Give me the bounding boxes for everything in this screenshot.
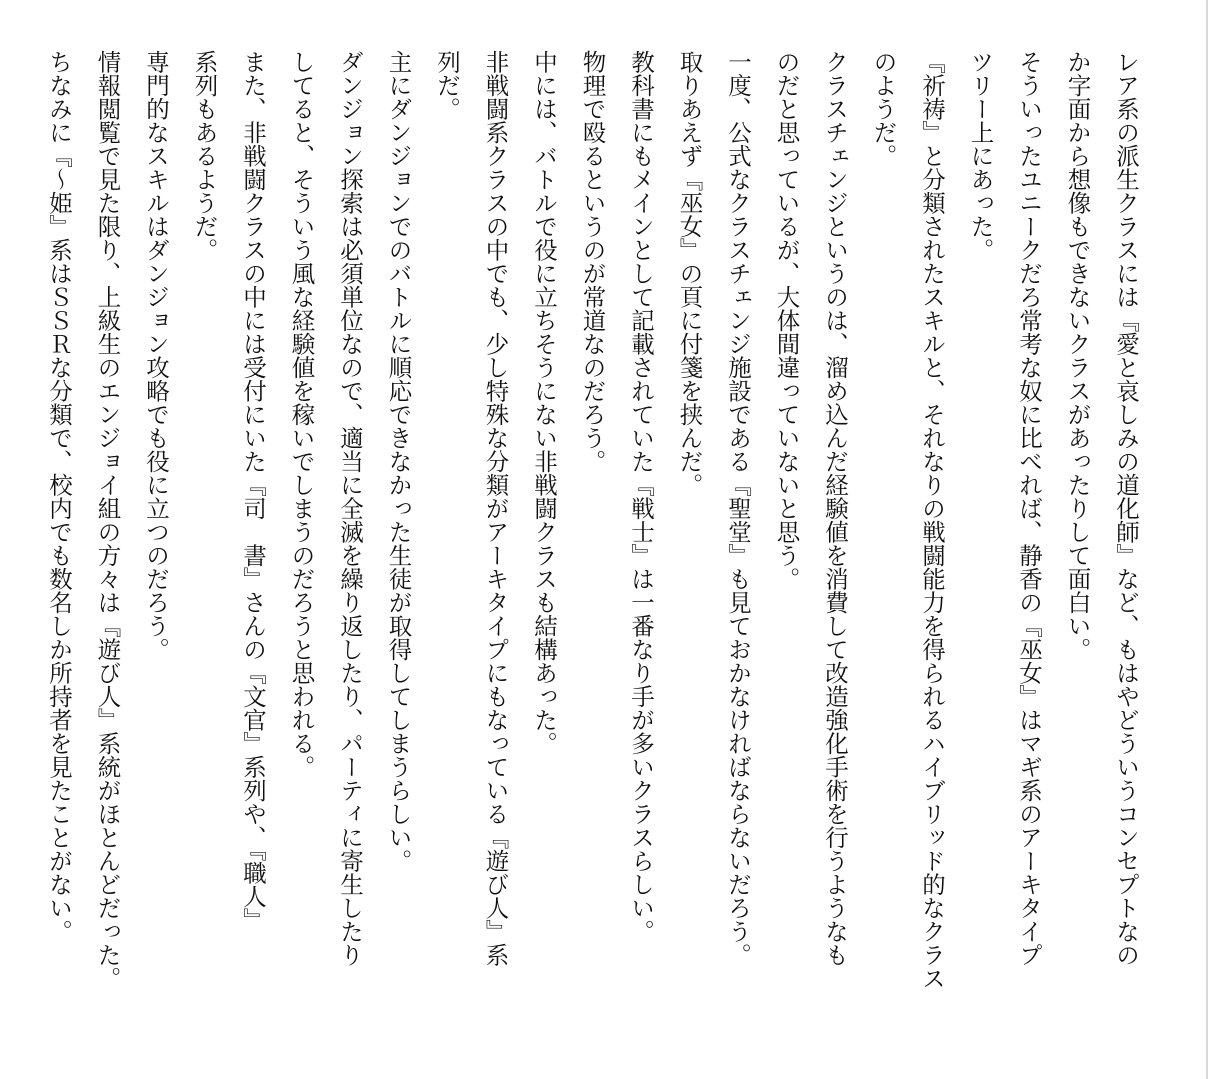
vertical-text-body: [35, 50, 1151, 1050]
text-line: レア系の派生クラスには『愛と哀しみの道化師』など、もはやどういうコンセプトなの: [1112, 50, 1140, 967]
text-line: 系列もあるようだ。: [190, 50, 219, 262]
text-line: してると、そういう風な経験値を稼いでしまうのだろうと思われる。: [287, 50, 316, 779]
text-line: 列だ。: [433, 50, 461, 121]
text-line: また、非戦闘クラスの中には受付にいた『司 書』さんの『文官』系列や、『職人』: [239, 50, 267, 932]
text-line: 取りあえず『巫女』の頁に付箋を挟んだ。: [675, 50, 704, 497]
text-line: 中には、バトルで役に立ちそうにない非戦闘クラスも結構あった。: [530, 50, 558, 755]
text-line: ちなみに『〜姫』系はＳＳＲな分類で、校内でも数名しか所持者を見たことがない。: [45, 50, 73, 943]
text-line: ダンジョン探索は必須単位なので、適当に全滅を繰り返したり、パーティに寄生したり: [336, 50, 364, 967]
text-line: クラスチェンジというのは、溜め込んだ経験値を消費して改造強化手術を行うようなも: [821, 50, 849, 967]
text-line: のようだ。: [869, 50, 898, 168]
text-line: か字面から想像もできないクラスがあったりして面白い。: [1063, 50, 1092, 661]
text-line: ツリー上にあった。: [966, 50, 995, 262]
text-line: 『祈祷』と分類されたスキルと、それなりの戦闘能力を得られるハイブリッド的なクラス: [918, 50, 946, 990]
text-line: 専門的なスキルはダンジョン攻略でも役に立つのだろう。: [142, 50, 170, 661]
text-line: 非戦闘系クラスの中でも、少し特殊な分類がアーキタイプにもなっている『遊び人』系: [481, 50, 510, 967]
text-line: 主にダンジョンでのバトルに順応できなかった生徒が取得してしまうらしい。: [384, 50, 413, 873]
text-line: そういったユニークだろ常考な奴に比べれば、静香の『巫女』はマギ系のアーキタイプ: [1015, 50, 1043, 967]
text-line: 情報閲覧で見た限り、上級生のエンジョイ組の方々は『遊び人』系統がほとんどだった。: [93, 50, 122, 990]
text-line: のだと思っているが、大体間違っていないと思う。: [772, 50, 801, 591]
text-line: 一度、公式なクラスチェンジ施設である『聖堂』も見ておかなければならないだろう。: [724, 50, 752, 967]
text-line: 教科書にもメインとして記載されていた『戦士』は一番なり手が多いクラスらしい。: [627, 50, 655, 943]
text-line: 物理で殴るというのが常道なのだろう。: [578, 50, 607, 473]
